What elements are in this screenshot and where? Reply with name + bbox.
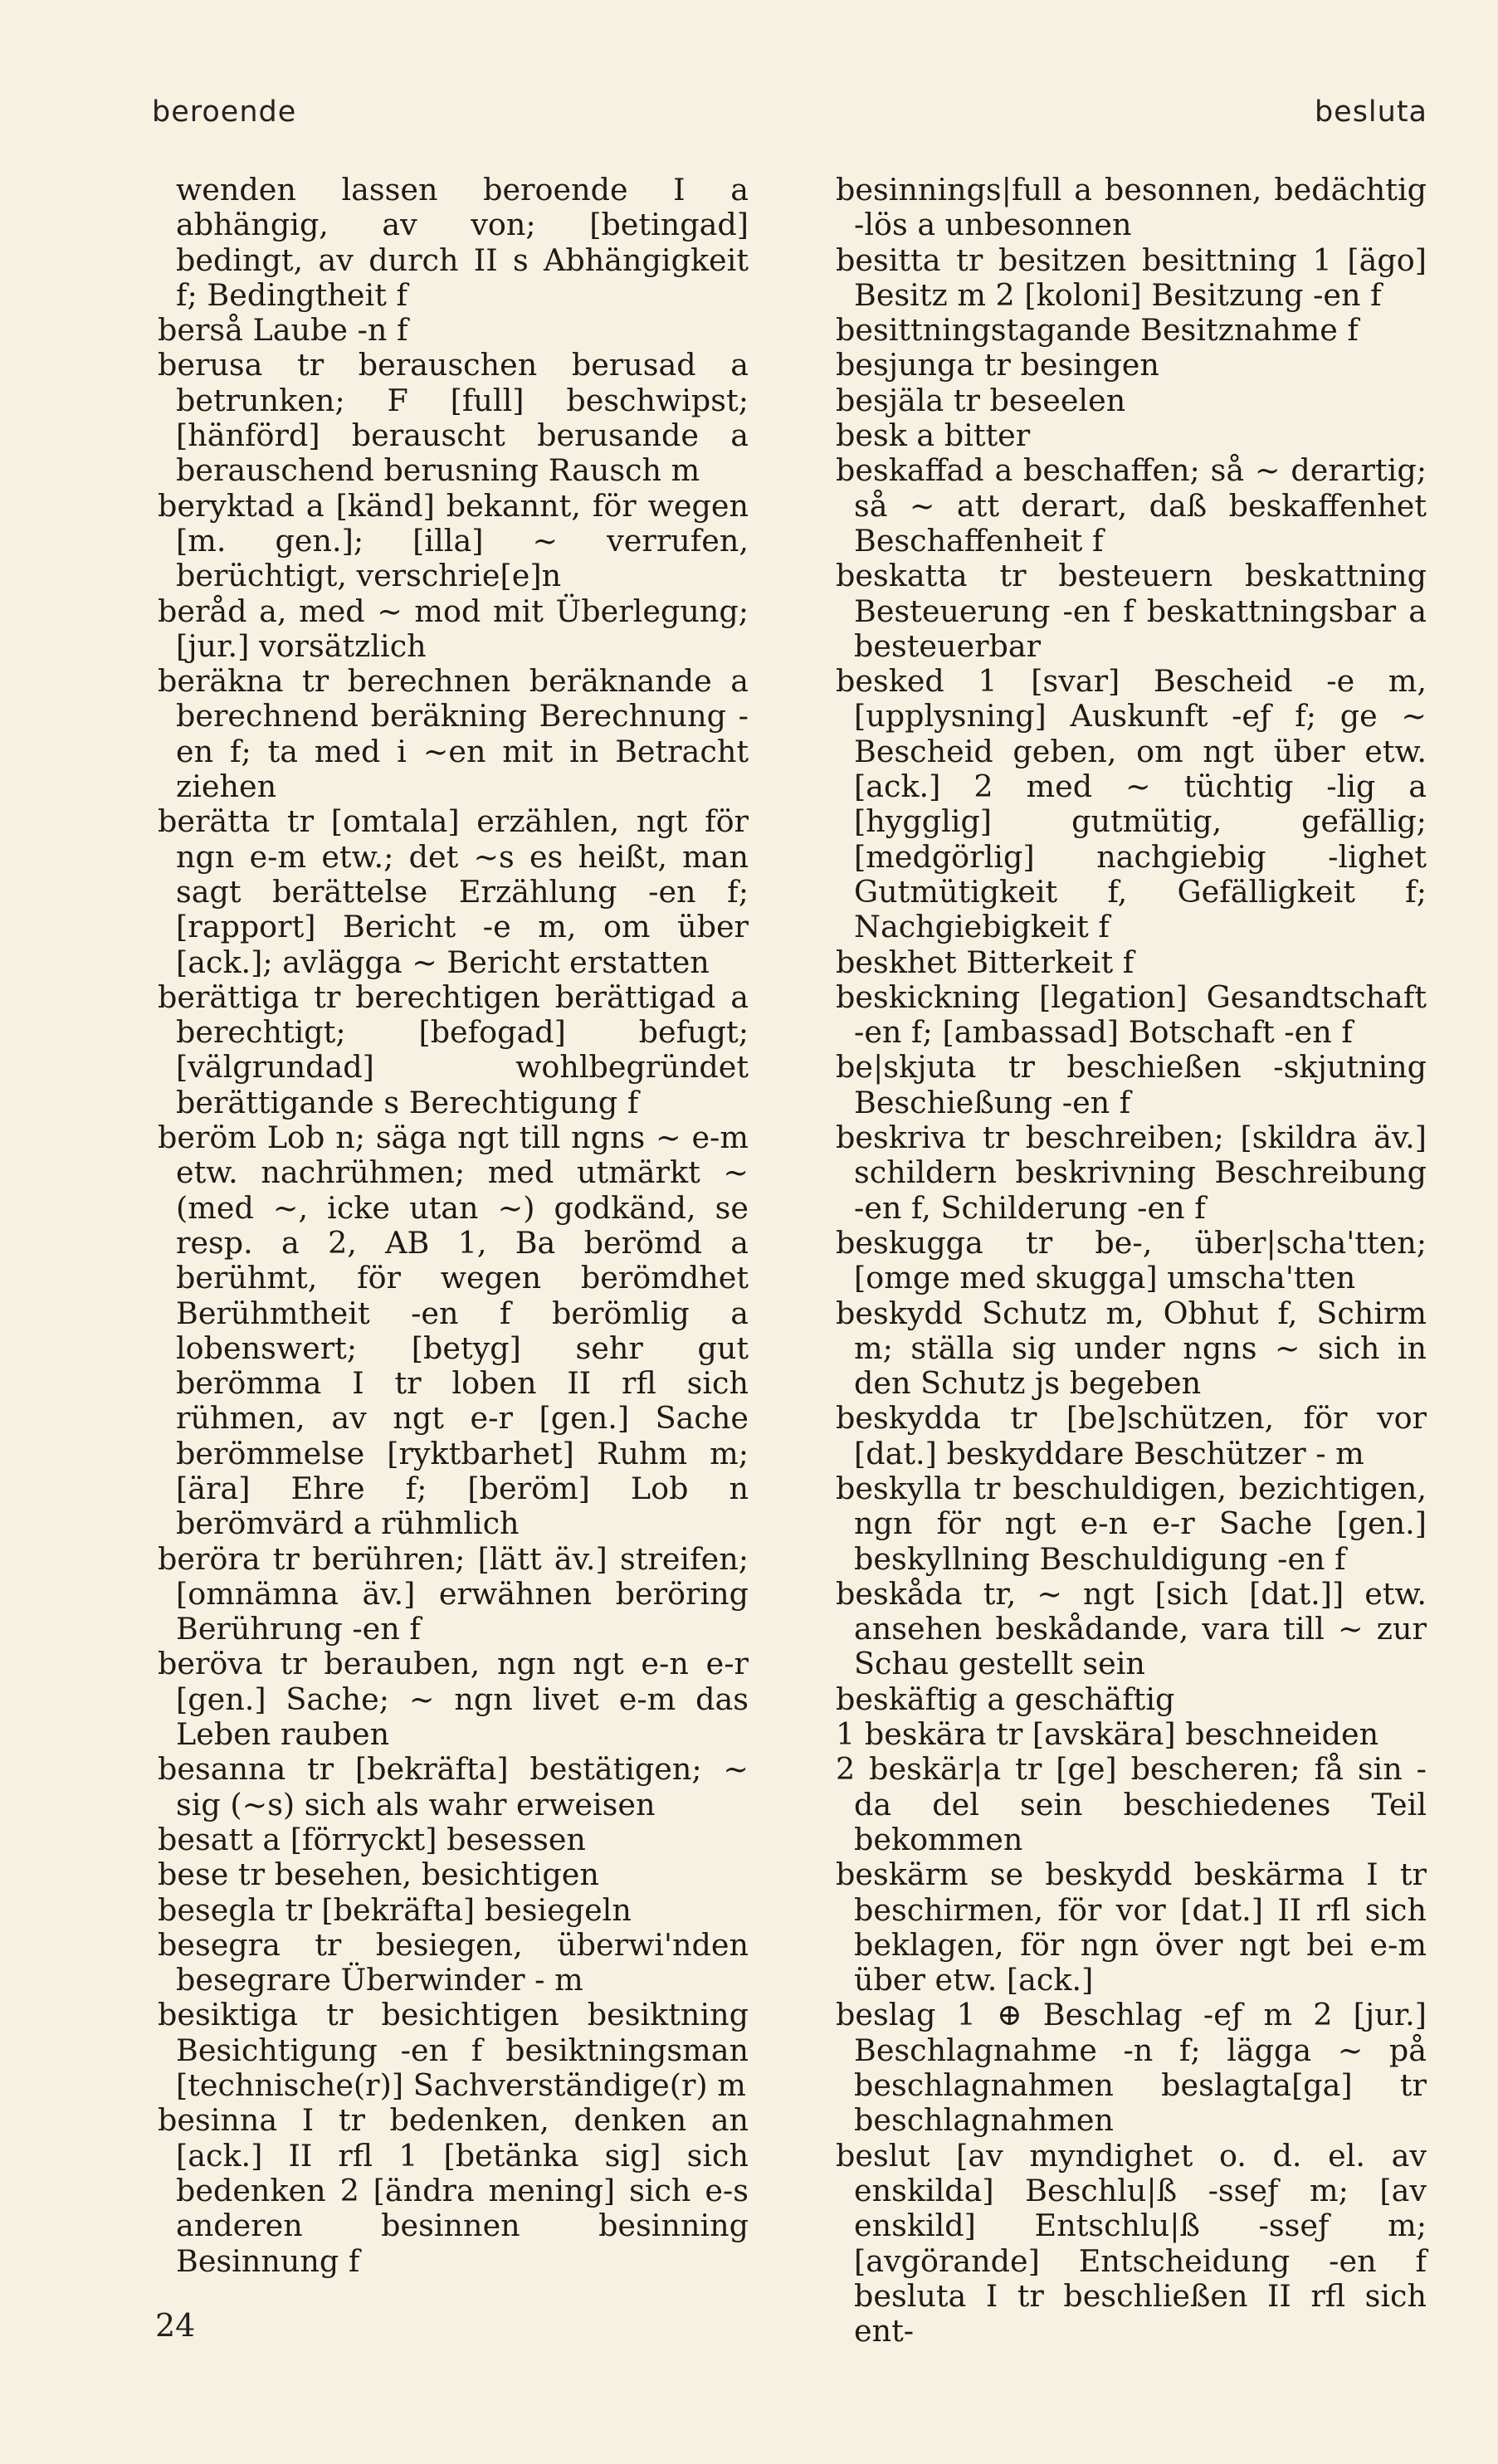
dictionary-entry: beskaffad a beschaffen; så ~ derartig; så ~ att derart, daß beskaffenhet Beschaffenheit f xyxy=(836,452,1427,559)
dictionary-entry: beskydd Schutz m, Obhut f, Schirm m; ställa sig under ngns ~ sich in den Schutz js begeben xyxy=(836,1295,1427,1402)
dictionary-entry: besegra tr besiegen, überwi'nden besegrare Überwinder - m xyxy=(158,1926,749,1998)
dictionary-entry: besittningstagande Besitznahme f xyxy=(836,312,1359,349)
dictionary-entry: berättiga tr berechtigen berättigad a berechtigt; [befogad] befugt; [välgrundad] wohlbegründet berättigande s Berechtigung f xyxy=(158,978,749,1120)
dictionary-entry: beslut [av myndighet o. d. el. av enskilda] Beschlu|ß -sseƒ m; [av enskild] Entschlu|ß -sseƒ m; [avgörande] Entscheidung -en f besluta I tr beschließen II rfl sich ent- xyxy=(836,2137,1427,2349)
dictionary-entry: besatt a [förryckt] besessen xyxy=(158,1821,586,1857)
dictionary-entry: beräkna tr berechnen beräknande a berechnend beräkning Berechnung -en f; ta med i ~en mit in Betracht ziehen xyxy=(158,663,749,805)
dictionary-entry: bese tr besehen, besichtigen xyxy=(158,1857,599,1893)
dictionary-entry: beröva tr berauben, ngn ngt e-n e-r [gen.] Sache; ~ ngn livet e-m das Leben rauben xyxy=(158,1646,749,1753)
dictionary-entry: berså Laube -n f xyxy=(158,312,408,349)
dictionary-entry: beryktad a [känd] bekannt, för wegen [m. gen.]; [illa] ~ verrufen, berüchtigt, verschrie[e]n xyxy=(158,487,749,594)
dictionary-entry: beröm Lob n; säga ngt till ngns ~ e-m etw. nachrühmen; med utmärkt ~ (med ~, icke utan ~) godkänd, se resp. a 2, AB 1, Ba berömd a berühmt, för wegen berömdhet Berühmtheit -en f berömlig a lobenswert; [betyg] sehr gut berömma I tr loben II rfl sich rühmen, av ngt e-r [gen.] Sache berömmelse [ryktbarhet] Ruhm m; [ära] Ehre f; [beröm] Lob n berömvärd a rühmlich xyxy=(158,1120,749,1542)
left-column xyxy=(158,173,749,2279)
dictionary-entry: besjäla tr beseelen xyxy=(836,382,1126,418)
dictionary-entry: besanna tr [bekräfta] bestätigen; ~ sig (~s) sich als wahr erweisen xyxy=(158,1751,749,1822)
dictionary-entry: besitta tr besitzen besittning 1 [ägo] Besitz m 2 [koloni] Besitzung -en f xyxy=(836,242,1427,313)
dictionary-entry: beskatta tr besteuern beskattning Besteuerung -en f beskattningsbar a besteuerbar xyxy=(836,558,1427,664)
running-head-left: beroende xyxy=(152,95,297,129)
dictionary-entry: besjunga tr besingen xyxy=(836,347,1159,383)
dictionary-entry: wenden lassen beroende I a abhängig, av von; [betingad] bedingt, av durch II s Abhängigkeit f; Bedingtheit f xyxy=(176,172,749,313)
page-number: 24 xyxy=(155,2307,196,2344)
dictionary-entry: beskickning [legation] Gesandtschaft -en f; [ambassad] Botschaft -en f xyxy=(836,978,1427,1051)
dictionary-entry: besiktiga tr besichtigen besiktning Besichtigung -en f besiktningsman [technische(r)] Sachverständige(r) m xyxy=(158,1997,749,2104)
dictionary-entry: berätta tr [omtala] erzählen, ngt för ngn e-m etw.; det ~s es heißt, man sagt berättelse Erzählung -en f; [rapport] Bericht -e m, om über [ack.]; avlägga ~ Bericht erstatten xyxy=(158,803,749,980)
dictionary-entry: besegla tr [bekräfta] besiegeln xyxy=(158,1891,632,1928)
dictionary-entry: besinna I tr bedenken, denken an [ack.] II rfl 1 [betänka sig] sich bedenken 2 [ändra mening] sich e-s anderen besinnen besinning Besinnung f xyxy=(158,2102,749,2279)
dictionary-entry: 1 beskära tr [avskära] beschneiden xyxy=(836,1716,1379,1753)
dictionary-entry: beskydda tr [be]schützen, för vor [dat.] beskyddare Beschützer - m xyxy=(836,1400,1427,1471)
dictionary-entry: beröra tr berühren; [lätt äv.] streifen; [omnämna äv.] erwähnen beröring Berührung -en f xyxy=(158,1540,749,1647)
dictionary-entry: beskäftig a geschäftig xyxy=(836,1681,1175,1717)
dictionary-entry: beskriva tr beschreiben; [skildra äv.] schildern beskrivning Beschreibung -en f, Schilderung -en f xyxy=(836,1120,1427,1226)
dictionary-entry: beslag 1 ⊕ Beschlag -eƒ m 2 [jur.] Beschlagnahme -n f; lägga ~ på beschlagnahmen beslagta[ga] tr beschlagnahmen xyxy=(836,1997,1427,2139)
dictionary-entry: beskhet Bitterkeit f xyxy=(836,944,1134,980)
running-head-right: besluta xyxy=(1314,95,1427,129)
dictionary-entry: berusa tr berauschen berusad a betrunken; F [full] beschwipst; [hänförd] berauscht berusande a berauschend berusning Rausch m xyxy=(158,347,749,489)
dictionary-entry: beskärm se beskydd beskärma I tr beschirmen, för vor [dat.] II rfl sich beklagen, för ngn över ngt bei e-m über etw. [ack.] xyxy=(836,1857,1427,1998)
dictionary-entry: besked 1 [svar] Bescheid -e m, [upplysning] Auskunft -eƒ f; ge ~ Bescheid geben, om ngt über etw. [ack.] 2 med ~ tüchtig -lig a [hygglig] gutmütig, gefällig; [medgörlig] nachgiebig -lighet Gutmütigkeit f, Gefälligkeit f; Nachgiebigkeit f xyxy=(836,663,1427,945)
dictionary-entry: beskylla tr beschuldigen, bezichtigen, ngn för ngt e-n e-r Sache [gen.] beskyllning Beschuldigung -en f xyxy=(836,1470,1427,1577)
dictionary-entry: 2 beskär|a tr [ge] bescheren; få sin -da del sein beschiedenes Teil bekommen xyxy=(836,1751,1427,1857)
dictionary-entry: beskåda tr, ~ ngt [sich [dat.]] etw. ansehen beskådande, vara till ~ zur Schau gestellt sein xyxy=(836,1575,1427,1682)
dictionary-entry: be|skjuta tr beschießen -skjutning Beschießung -en f xyxy=(836,1049,1427,1120)
dictionary-entry: besinnings|full a besonnen, bedächtig -lös a unbesonnen xyxy=(836,172,1427,243)
dictionary-entry: besk a bitter xyxy=(836,417,1031,454)
dictionary-entry: beråd a, med ~ mod mit Überlegung; [jur.] vorsätzlich xyxy=(158,593,749,664)
dictionary-entry: beskugga tr be-, über|scha'tten; [omge med skugga] umscha'tten xyxy=(836,1224,1427,1296)
right-column xyxy=(836,173,1427,2349)
